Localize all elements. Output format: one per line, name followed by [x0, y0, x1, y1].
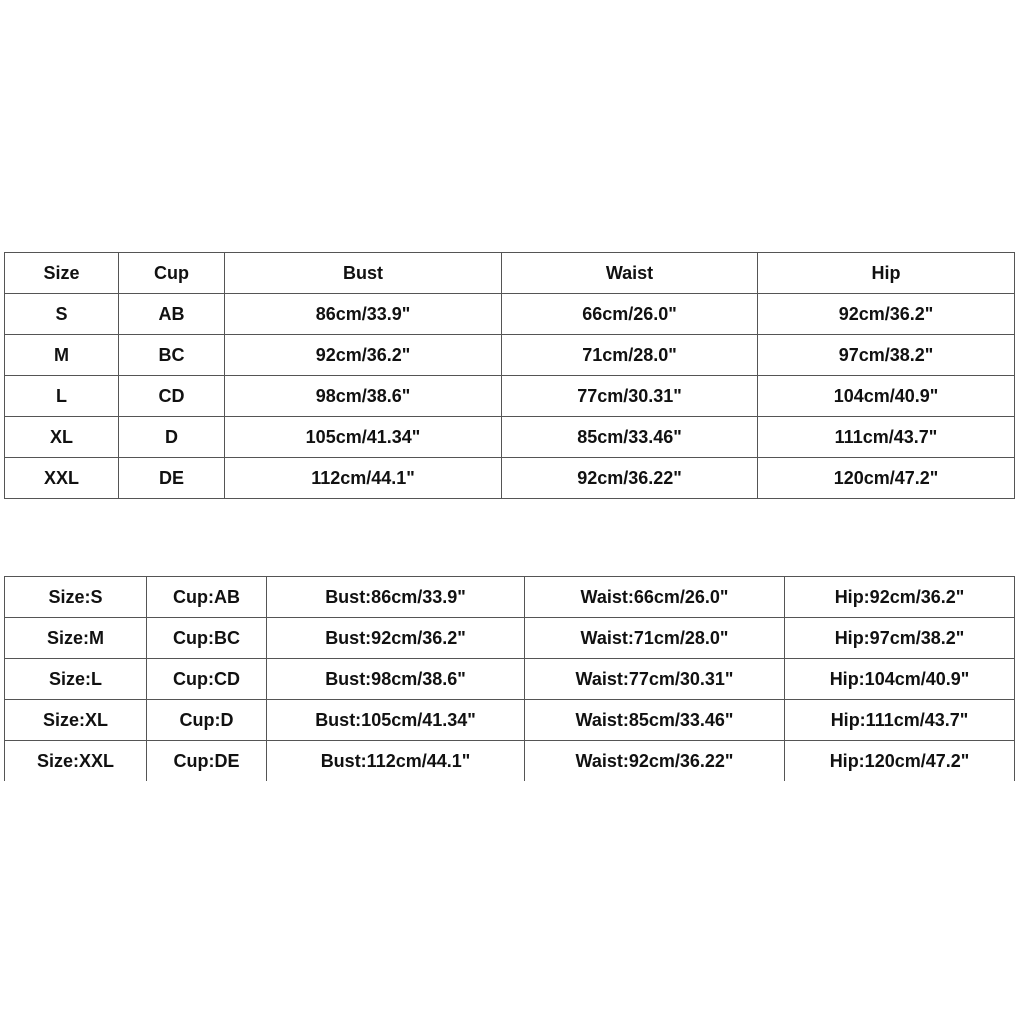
cell-bust: 105cm/41.34" [225, 417, 502, 458]
cell-size: M [5, 335, 119, 376]
cell-bust: 86cm/33.9" [225, 294, 502, 335]
cell-hip: 120cm/47.2" [758, 458, 1015, 499]
cell-waist: Waist:66cm/26.0" [525, 577, 785, 618]
header-hip: Hip [758, 253, 1015, 294]
cell-hip: 111cm/43.7" [758, 417, 1015, 458]
table-row [5, 659, 1015, 700]
cell-waist: 85cm/33.46" [502, 417, 758, 458]
cell-bust: 98cm/38.6" [225, 376, 502, 417]
cell-hip: Hip:104cm/40.9" [785, 659, 1015, 700]
cell-bust: Bust:105cm/41.34" [267, 700, 525, 741]
header-cup: Cup [119, 253, 225, 294]
table-row [5, 417, 1015, 458]
table-row [5, 700, 1015, 741]
cell-waist: 71cm/28.0" [502, 335, 758, 376]
cell-bust: Bust:98cm/38.6" [267, 659, 525, 700]
cell-size: L [5, 376, 119, 417]
cell-cup: CD [119, 376, 225, 417]
cell-waist: 66cm/26.0" [502, 294, 758, 335]
cell-bust: Bust:92cm/36.2" [267, 618, 525, 659]
cell-hip: 97cm/38.2" [758, 335, 1015, 376]
size-chart-table [4, 252, 1015, 499]
cell-cup: Cup:D [147, 700, 267, 741]
cell-size: XL [5, 417, 119, 458]
table-row [5, 335, 1015, 376]
cell-size: Size:XL [5, 700, 147, 741]
cell-cup: Cup:CD [147, 659, 267, 700]
cell-cup: Cup:BC [147, 618, 267, 659]
cell-cup: BC [119, 335, 225, 376]
cell-waist: Waist:85cm/33.46" [525, 700, 785, 741]
table-row [5, 577, 1015, 618]
header-size: Size [5, 253, 119, 294]
cell-bust: 92cm/36.2" [225, 335, 502, 376]
table-row [5, 741, 1015, 782]
size-chart-labeled-table [4, 576, 1015, 781]
cell-size: Size:L [5, 659, 147, 700]
table-row [5, 376, 1015, 417]
cell-cup: Cup:DE [147, 741, 267, 782]
cell-cup: Cup:AB [147, 577, 267, 618]
cell-cup: D [119, 417, 225, 458]
table-row [5, 294, 1015, 335]
cell-hip: Hip:120cm/47.2" [785, 741, 1015, 782]
cell-bust: Bust:112cm/44.1" [267, 741, 525, 782]
header-bust: Bust [225, 253, 502, 294]
cell-bust: 112cm/44.1" [225, 458, 502, 499]
cell-size: Size:XXL [5, 741, 147, 782]
cell-size: Size:M [5, 618, 147, 659]
cell-bust: Bust:86cm/33.9" [267, 577, 525, 618]
cell-hip: Hip:97cm/38.2" [785, 618, 1015, 659]
cell-size: XXL [5, 458, 119, 499]
table-header-row [5, 253, 1015, 294]
cell-waist: 77cm/30.31" [502, 376, 758, 417]
cell-size: Size:S [5, 577, 147, 618]
cell-hip: 92cm/36.2" [758, 294, 1015, 335]
table-row [5, 618, 1015, 659]
cell-waist: Waist:71cm/28.0" [525, 618, 785, 659]
cell-cup: AB [119, 294, 225, 335]
cell-hip: Hip:92cm/36.2" [785, 577, 1015, 618]
cell-waist: 92cm/36.22" [502, 458, 758, 499]
cell-waist: Waist:92cm/36.22" [525, 741, 785, 782]
header-waist: Waist [502, 253, 758, 294]
cell-hip: Hip:111cm/43.7" [785, 700, 1015, 741]
cell-size: S [5, 294, 119, 335]
cell-hip: 104cm/40.9" [758, 376, 1015, 417]
cell-waist: Waist:77cm/30.31" [525, 659, 785, 700]
table-row [5, 458, 1015, 499]
cell-cup: DE [119, 458, 225, 499]
